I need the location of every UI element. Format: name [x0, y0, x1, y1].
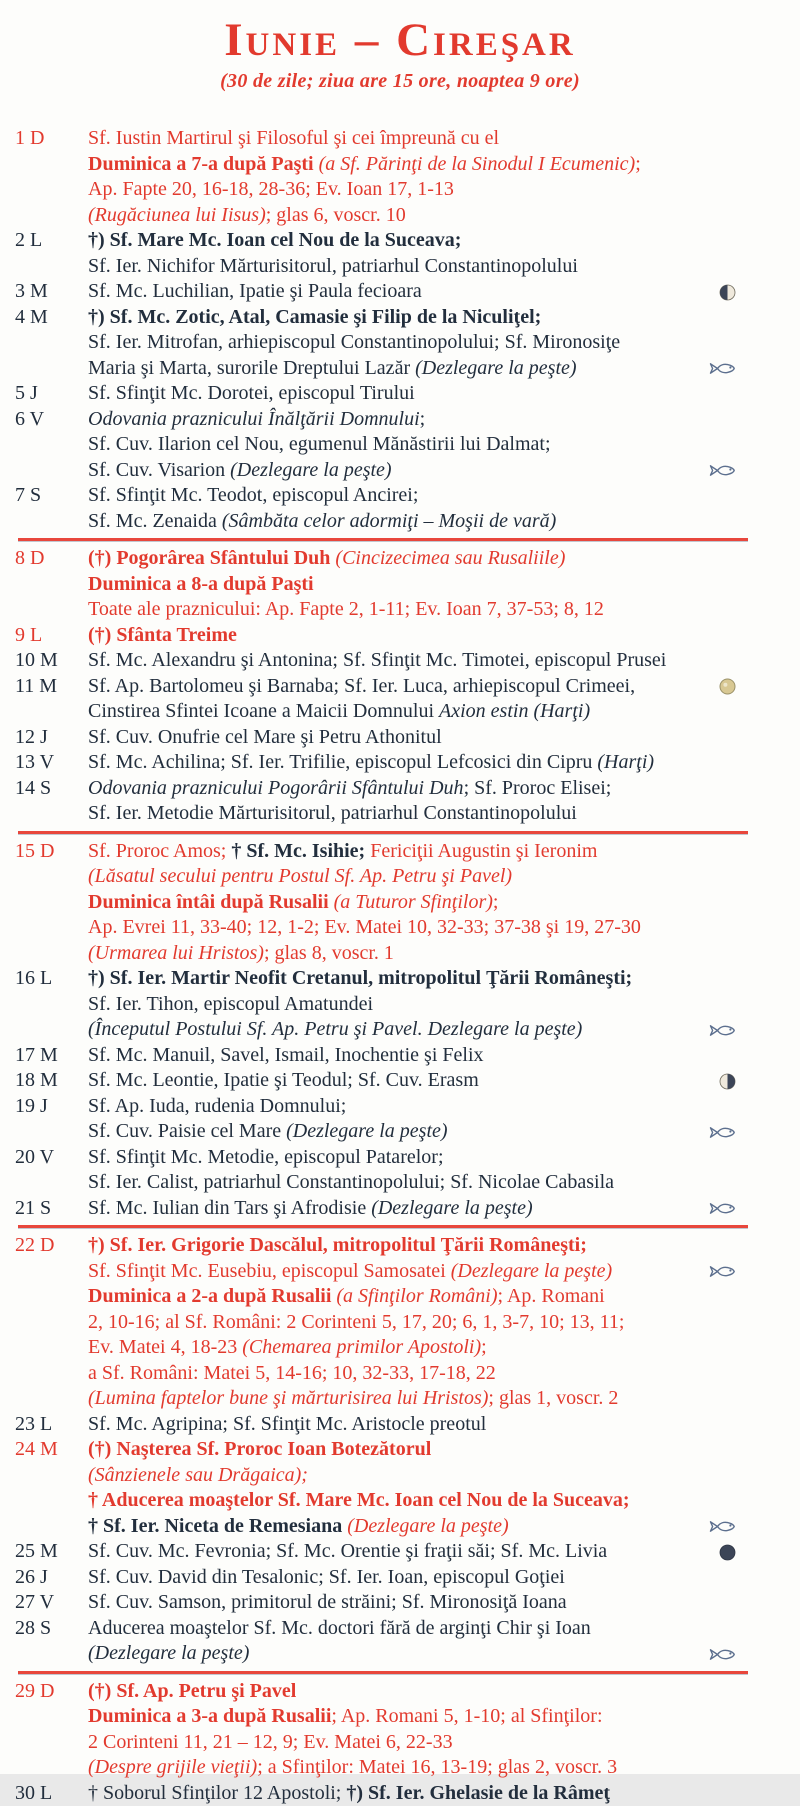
day-label: 30 L: [15, 1781, 53, 1804]
day-lines: [88, 1781, 736, 1806]
text-segment: ;: [635, 152, 641, 175]
day-lines: [88, 546, 736, 623]
entry-line: [88, 1412, 736, 1438]
entry-line: [88, 1755, 736, 1781]
text-segment: (Lumina faptelor bune şi mărturisirea lui Hristos): [88, 1387, 489, 1410]
day-lines: [88, 228, 736, 279]
text-segment: ; Sf. Proroc Elisei;: [463, 776, 612, 799]
entry-line: [88, 1641, 736, 1667]
entry-line: [88, 1145, 736, 1171]
entry-line: [88, 432, 736, 458]
text-segment: (Urmarea lui Hristos): [88, 941, 264, 964]
text-segment: Sf. Mc. Alexandru şi Antonina; Sf. Sfinţit Mc. Timotei, episcopul Prusei: [88, 649, 667, 672]
fish-icon: [699, 1125, 736, 1140]
entry-line: [88, 330, 736, 356]
day-label: 28 S: [15, 1616, 52, 1639]
day-lines: [88, 483, 736, 534]
text-segment: (Lăsatul secului pentru Postul Sf. Ap. Petru şi Pavel): [88, 865, 513, 888]
text-segment: Sf. Mc. Achilina; Sf. Ier. Trifilie, episcopul Lefcosici din Cipru: [88, 751, 598, 774]
text-segment: †) Sf. Mare Mc. Ioan cel Nou de la Suceava;: [88, 229, 462, 252]
text-segment: 2, 10-16; al Sf. Români: 2 Corinteni 5, 17, 20; 6, 1, 3-7, 10; 13, 11;: [88, 1310, 625, 1333]
day-lines: [88, 126, 736, 228]
entry-line: [88, 1565, 736, 1591]
entry-line: [88, 1017, 736, 1043]
text-segment: Sf. Sfinţit Mc. Eusebiu, episcopul Samosatei: [88, 1259, 451, 1282]
page-subtitle: (30 de zile; ziua are 15 ore, noaptea 9 ore): [220, 70, 580, 93]
day-label: 25 M: [15, 1540, 58, 1563]
text-segment: (Rugăciunea lui Iisus): [88, 203, 266, 226]
entry-line: [88, 546, 736, 572]
text-segment: ; glas 1, voscr. 2: [488, 1387, 619, 1410]
entry-line: [88, 597, 736, 623]
day-lines: [88, 407, 736, 484]
day-lines: [88, 776, 736, 827]
entry-line: [88, 623, 736, 649]
entry-line: [88, 203, 736, 229]
section-separator: [18, 538, 748, 541]
entry-line: [88, 1170, 736, 1196]
day-row-11: [0, 674, 800, 725]
fish-icon: [699, 1647, 736, 1662]
day-label: 9 L: [15, 623, 43, 646]
day-row-4: [0, 305, 800, 382]
text-segment: (Harţi): [597, 751, 655, 774]
day-lines: [88, 1679, 736, 1781]
text-segment: Duminica a 7-a după Paşti: [88, 152, 319, 175]
entry-line: [88, 1043, 736, 1069]
day-label: 14 S: [15, 776, 52, 799]
text-segment: (a Sf. Părinţi de la Sinodul I Ecumenic): [318, 152, 636, 175]
text-segment: (Dezlegare la peşte): [415, 356, 577, 379]
text-segment: (†) Sf. Ap. Petru şi Pavel: [88, 1679, 297, 1702]
day-row-20: [0, 1145, 800, 1196]
day-row-30: [0, 1781, 800, 1806]
entry-line: [88, 1361, 736, 1387]
entry-line: [88, 228, 736, 254]
text-segment: ; glas 8, voscr. 1: [263, 941, 394, 964]
day-lines: [88, 750, 736, 776]
day-label: 13 V: [15, 751, 55, 774]
day-row-21: [0, 1196, 800, 1222]
day-row-12: [0, 725, 800, 751]
day-label: 20 V: [15, 1145, 55, 1168]
day-lines: [88, 1412, 736, 1438]
fish-icon: [699, 1201, 736, 1216]
day-row-13: [0, 750, 800, 776]
day-label: 18 M: [15, 1069, 58, 1092]
text-segment: †) Sf. Ier. Martir Neofit Cretanul, mitropolitul Ţării Româneşti;: [88, 967, 633, 990]
entry-line: [88, 750, 736, 776]
entry-line: [88, 839, 736, 865]
day-label: 6 V: [15, 407, 45, 430]
text-segment: Maria şi Marta, surorile Dreptului Lazăr: [88, 356, 416, 379]
day-lines: [88, 839, 736, 967]
day-label: 16 L: [15, 967, 53, 990]
text-segment: Duminica întâi după Rusalii: [88, 890, 334, 913]
day-lines: [88, 648, 736, 674]
day-label: 22 D: [15, 1234, 55, 1257]
entry-line: [88, 407, 736, 433]
text-segment: ; a Sfinţilor: Matei 16, 13-19; glas 2, voscr. 3: [257, 1756, 618, 1779]
text-segment: (†) Naşterea Sf. Proroc Ioan Botezătorul: [88, 1438, 432, 1461]
day-row-26: [0, 1565, 800, 1591]
text-segment: Sf. Mc. Luchilian, Ipatie şi Paula fecioara: [88, 280, 422, 303]
day-label: 24 M: [15, 1438, 58, 1461]
day-lines: [88, 1565, 736, 1591]
text-segment: Sf. Mc. Iulian din Tars şi Afrodisie: [88, 1196, 372, 1219]
entry-line: [88, 648, 736, 674]
text-segment: Sf. Ier. Calist, patriarhul Constantinopolului; Sf. Nicolae Cabasila: [88, 1171, 615, 1194]
day-lines: [88, 623, 736, 649]
day-label: 3 M: [15, 280, 48, 303]
text-segment: (Dezlegare la peşte): [371, 1196, 533, 1219]
day-row-29: [0, 1679, 800, 1781]
entry-line: [88, 279, 736, 305]
text-segment: Sf. Cuv. Mc. Fevronia; Sf. Mc. Orentie şi fraţii săi; Sf. Mc. Livia: [88, 1540, 608, 1563]
day-row-1: [0, 126, 800, 228]
text-segment: Sf. Mc. Agripina; Sf. Sfinţit Mc. Aristocle preotul: [88, 1412, 487, 1435]
entry-line: [88, 1437, 736, 1463]
day-row-19: [0, 1094, 800, 1145]
text-segment: Sf. Ier. Mitrofan, arhiepiscopul Constantinopolului; Sf. Mironosiţe: [88, 331, 621, 354]
section-separator: [18, 831, 748, 834]
entry-line: [88, 1679, 736, 1705]
text-segment: Sf. Cuv. Samson, primitorul de străini; Sf. Mironosiţă Ioana: [88, 1591, 567, 1614]
day-label: 15 D: [15, 839, 55, 862]
entry-line: [88, 1233, 736, 1259]
fish-icon: [699, 361, 736, 376]
entry-line: [88, 1616, 736, 1642]
day-row-2: [0, 228, 800, 279]
last-quarter-moon-icon: [709, 1073, 736, 1090]
entry-line: [88, 1539, 736, 1565]
text-segment: Sf. Proroc Amos;: [88, 839, 232, 862]
day-label: 19 J: [15, 1094, 48, 1117]
day-lines: [88, 1196, 736, 1222]
text-segment: Sf. Sfinţit Mc. Metodie, episcopul Patarelor;: [88, 1145, 444, 1168]
text-segment: (Cincizecimea sau Rusaliile): [335, 547, 566, 570]
entry-line: [88, 458, 736, 484]
full-moon-icon: [709, 678, 736, 695]
entry-line: [88, 1704, 736, 1730]
entry-line: [88, 1463, 736, 1489]
day-row-24: [0, 1437, 800, 1539]
text-segment: Odovania praznicului Pogorârii Sfântului Duh: [88, 776, 464, 799]
text-segment: Sf. Ier. Nichifor Mărturisitorul, patriarhul Constantinopolului: [88, 254, 578, 277]
day-label: 1 D: [15, 127, 45, 150]
entry-line: [88, 801, 736, 827]
text-segment: ; Ap. Romani: [497, 1285, 605, 1308]
day-label: 11 M: [15, 674, 58, 697]
text-segment: Duminica a 3-a după Rusalii: [88, 1705, 332, 1728]
section-separator: [18, 1671, 748, 1674]
text-segment: Sf. Sfinţit Mc. Dorotei, episcopul Tirului: [88, 382, 415, 405]
text-segment: (Dezlegare la peşte): [347, 1514, 509, 1537]
entry-line: [88, 1335, 736, 1361]
entry-line: [88, 152, 736, 178]
entry-line: [88, 915, 736, 941]
text-segment: † Soborul Sfinţilor 12 Apostoli;: [88, 1781, 347, 1804]
text-segment: Fericiţii Augustin şi Ieronim: [370, 839, 598, 862]
text-segment: Sf. Sfinţit Mc. Teodot, episcopul Ancirei;: [88, 484, 419, 507]
text-segment: (Chemarea primilor Apostoli): [242, 1336, 482, 1359]
entry-line: [88, 699, 736, 725]
text-segment: Toate ale praznicului: Ap. Fapte 2, 1-11; Ev. Ioan 7, 37-53; 8, 12: [88, 598, 604, 621]
entry-line: [88, 864, 736, 890]
text-segment: Sf. Cuv. David din Tesalonic; Sf. Ier. Ioan, episcopul Goţiei: [88, 1565, 565, 1588]
text-segment: † Aducerea moaştelor Sf. Mare Mc. Ioan cel Nou de la Suceava;: [88, 1489, 630, 1512]
entry-line: [88, 572, 736, 598]
text-segment: (Începutul Postului Sf. Ap. Petru şi Pavel. Dezlegare la peşte): [88, 1018, 583, 1041]
entry-line: [88, 992, 736, 1018]
entry-line: [88, 1284, 736, 1310]
text-segment: Duminica a 8-a după Paşti: [88, 572, 314, 595]
text-segment: Sf. Iustin Martirul şi Filosoful şi cei împreună cu el: [88, 127, 500, 150]
text-segment: Ev. Matei 4, 18-23: [88, 1336, 243, 1359]
day-row-28: [0, 1616, 800, 1667]
text-segment: Sf. Ier. Tihon, episcopul Amatundei: [88, 992, 373, 1015]
entry-line: [88, 305, 736, 331]
text-segment: Duminica a 2-a după Rusalii: [88, 1285, 337, 1308]
entry-line: [88, 1259, 736, 1285]
entry-line: [88, 177, 736, 203]
day-lines: [88, 279, 736, 305]
day-lines: [88, 1094, 736, 1145]
entry-line: [88, 966, 736, 992]
text-segment: Sf. Mc. Zenaida: [88, 509, 222, 532]
day-label: 8 D: [15, 547, 45, 570]
text-segment: (Dezlegare la peşte): [286, 1120, 448, 1143]
text-segment: Ap. Evrei 11, 33-40; 12, 1-2; Ev. Matei 10, 32-33; 37-38 şi 19, 27-30: [88, 916, 641, 939]
text-segment: Cinstirea Sfintei Icoane a Maicii Domnului: [88, 700, 440, 723]
entry-line: [88, 725, 736, 751]
entry-line: [88, 1590, 736, 1616]
day-row-5: [0, 381, 800, 407]
text-segment: ;: [492, 890, 499, 913]
day-label: 12 J: [15, 725, 48, 748]
text-segment: (Dezlegare la peşte): [88, 1642, 250, 1665]
entry-line: [88, 356, 736, 382]
day-row-9: [0, 623, 800, 649]
text-segment: (†) Pogorârea Sfântului Duh: [88, 547, 336, 570]
day-lines: [88, 1068, 736, 1094]
page-title: Iunie – Cireşar: [224, 14, 576, 66]
entry-line: [88, 890, 736, 916]
entry-line: [88, 674, 736, 700]
entry-line: [88, 1730, 736, 1756]
text-segment: †) Sf. Ier. Ghelasie de la Râmeţ: [346, 1781, 611, 1804]
text-segment: †) Sf. Ier. Grigorie Dascălul, mitropolitul Ţării Româneşti;: [88, 1234, 587, 1257]
text-segment: Sf. Cuv. Ilarion cel Nou, egumenul Mănăstirii lui Dalmat;: [88, 433, 551, 456]
section-separator: [18, 1225, 748, 1228]
entry-line: [88, 126, 736, 152]
text-segment: Sf. Cuv. Visarion: [88, 458, 231, 481]
day-label: 23 L: [15, 1412, 53, 1435]
day-row-7: [0, 483, 800, 534]
calendar-list: [0, 126, 800, 1806]
text-segment: a Sf. Români: Matei 5, 14-16; 10, 32-33, 17-18, 22: [88, 1361, 496, 1384]
text-segment: ;: [481, 1336, 487, 1359]
text-segment: Aducerea moaştelor Sf. Mc. doctori fără de arginţi Chir şi Ioan: [88, 1616, 591, 1639]
text-segment: Odovania praznicului Înălţării Domnului: [88, 407, 420, 430]
day-lines: [88, 725, 736, 751]
entry-line: [88, 483, 736, 509]
entry-line: [88, 1514, 736, 1540]
day-label: 29 D: [15, 1679, 55, 1702]
entry-line: [88, 1310, 736, 1336]
text-segment: † Sf. Ier. Niceta de Remesiana: [88, 1514, 348, 1537]
text-segment: (Despre grijile vieţii): [88, 1756, 258, 1779]
fish-icon: [699, 463, 736, 478]
new-moon-icon: [709, 1544, 736, 1561]
text-segment: ; Ap. Romani 5, 1-10; al Sfinţilor:: [331, 1705, 603, 1728]
day-label: 4 M: [15, 305, 48, 328]
text-segment: (Sâmbăta celor adormiţi – Moşii de vară): [221, 509, 557, 532]
entry-line: [88, 1781, 736, 1806]
day-row-14: [0, 776, 800, 827]
entry-line: [88, 1488, 736, 1514]
text-segment: Sf. Cuv. Onufrie cel Mare şi Petru Athonitul: [88, 725, 442, 748]
day-row-3: [0, 279, 800, 305]
day-lines: [88, 966, 736, 1043]
text-segment: (a Tuturor Sfinţilor): [333, 890, 493, 913]
text-segment: †) Sf. Mc. Zotic, Atal, Camasie şi Filip de la Niculiţel;: [88, 305, 542, 328]
text-segment: Sf. Cuv. Paisie cel Mare: [88, 1120, 287, 1143]
day-lines: [88, 1233, 736, 1412]
day-row-27: [0, 1590, 800, 1616]
fish-icon: [699, 1519, 736, 1534]
day-label: 2 L: [15, 229, 43, 252]
entry-line: [88, 1068, 736, 1094]
day-row-6: [0, 407, 800, 484]
text-segment: ; glas 6, voscr. 10: [265, 203, 406, 226]
day-lines: [88, 305, 736, 382]
text-segment: (a Sfinţilor Români): [336, 1285, 498, 1308]
text-segment: Sf. Ap. Iuda, rudenia Domnului;: [88, 1094, 347, 1117]
entry-line: [88, 509, 736, 535]
day-row-18: [0, 1068, 800, 1094]
entry-line: [88, 776, 736, 802]
entry-line: [88, 1094, 736, 1120]
day-lines: [88, 1590, 736, 1616]
day-lines: [88, 1616, 736, 1667]
day-lines: [88, 1145, 736, 1196]
day-label: 27 V: [15, 1591, 55, 1614]
text-segment: (†) Sfânta Treime: [88, 623, 237, 646]
text-segment: Sf. Mc. Manuil, Savel, Ismail, Inochentie şi Felix: [88, 1043, 484, 1066]
entry-line: [88, 381, 736, 407]
day-row-23: [0, 1412, 800, 1438]
text-segment: Sf. Mc. Leontie, Ipatie şi Teodul; Sf. Cuv. Erasm: [88, 1069, 479, 1092]
entry-line: [88, 254, 736, 280]
text-segment: Axion estin (Harţi): [439, 700, 591, 723]
day-lines: [88, 674, 736, 725]
entry-line: [88, 941, 736, 967]
day-lines: [88, 1437, 736, 1539]
day-row-16: [0, 966, 800, 1043]
day-label: 17 M: [15, 1043, 58, 1066]
entry-line: [88, 1119, 736, 1145]
text-segment: (Dezlegare la peşte): [450, 1259, 613, 1282]
fish-icon: [699, 1023, 736, 1038]
text-segment: (Sânzienele sau Drăgaica);: [88, 1463, 308, 1486]
text-segment: † Sf. Mc. Isihie;: [231, 839, 371, 862]
text-segment: ;: [419, 407, 426, 430]
day-label: 10 M: [15, 649, 58, 672]
day-label: 5 J: [15, 382, 38, 405]
text-segment: 2 Corinteni 11, 21 – 12, 9; Ev. Matei 6, 22-33: [88, 1730, 453, 1753]
first-quarter-moon-icon: [709, 284, 736, 301]
text-segment: Ap. Fapte 20, 16-18, 28-36; Ev. Ioan 17, 1-13: [88, 178, 454, 201]
day-lines: [88, 1043, 736, 1069]
day-label: 26 J: [15, 1565, 48, 1588]
fish-icon: [699, 1264, 736, 1279]
day-lines: [88, 1539, 736, 1565]
entry-line: [88, 1386, 736, 1412]
day-row-25: [0, 1539, 800, 1565]
day-row-8: [0, 546, 800, 623]
text-segment: (Dezlegare la peşte): [230, 458, 392, 481]
day-row-15: [0, 839, 800, 967]
day-label: 21 S: [15, 1196, 52, 1219]
day-row-22: [0, 1233, 800, 1412]
text-segment: Sf. Ap. Bartolomeu şi Barnaba; Sf. Ier. Luca, arhiepiscopul Crimeei,: [88, 674, 636, 697]
entry-line: [88, 1196, 736, 1222]
day-lines: [88, 381, 736, 407]
day-row-10: [0, 648, 800, 674]
day-label: 7 S: [15, 484, 42, 507]
day-row-17: [0, 1043, 800, 1069]
text-segment: Sf. Ier. Metodie Mărturisitorul, patriarhul Constantinopolului: [88, 802, 577, 825]
